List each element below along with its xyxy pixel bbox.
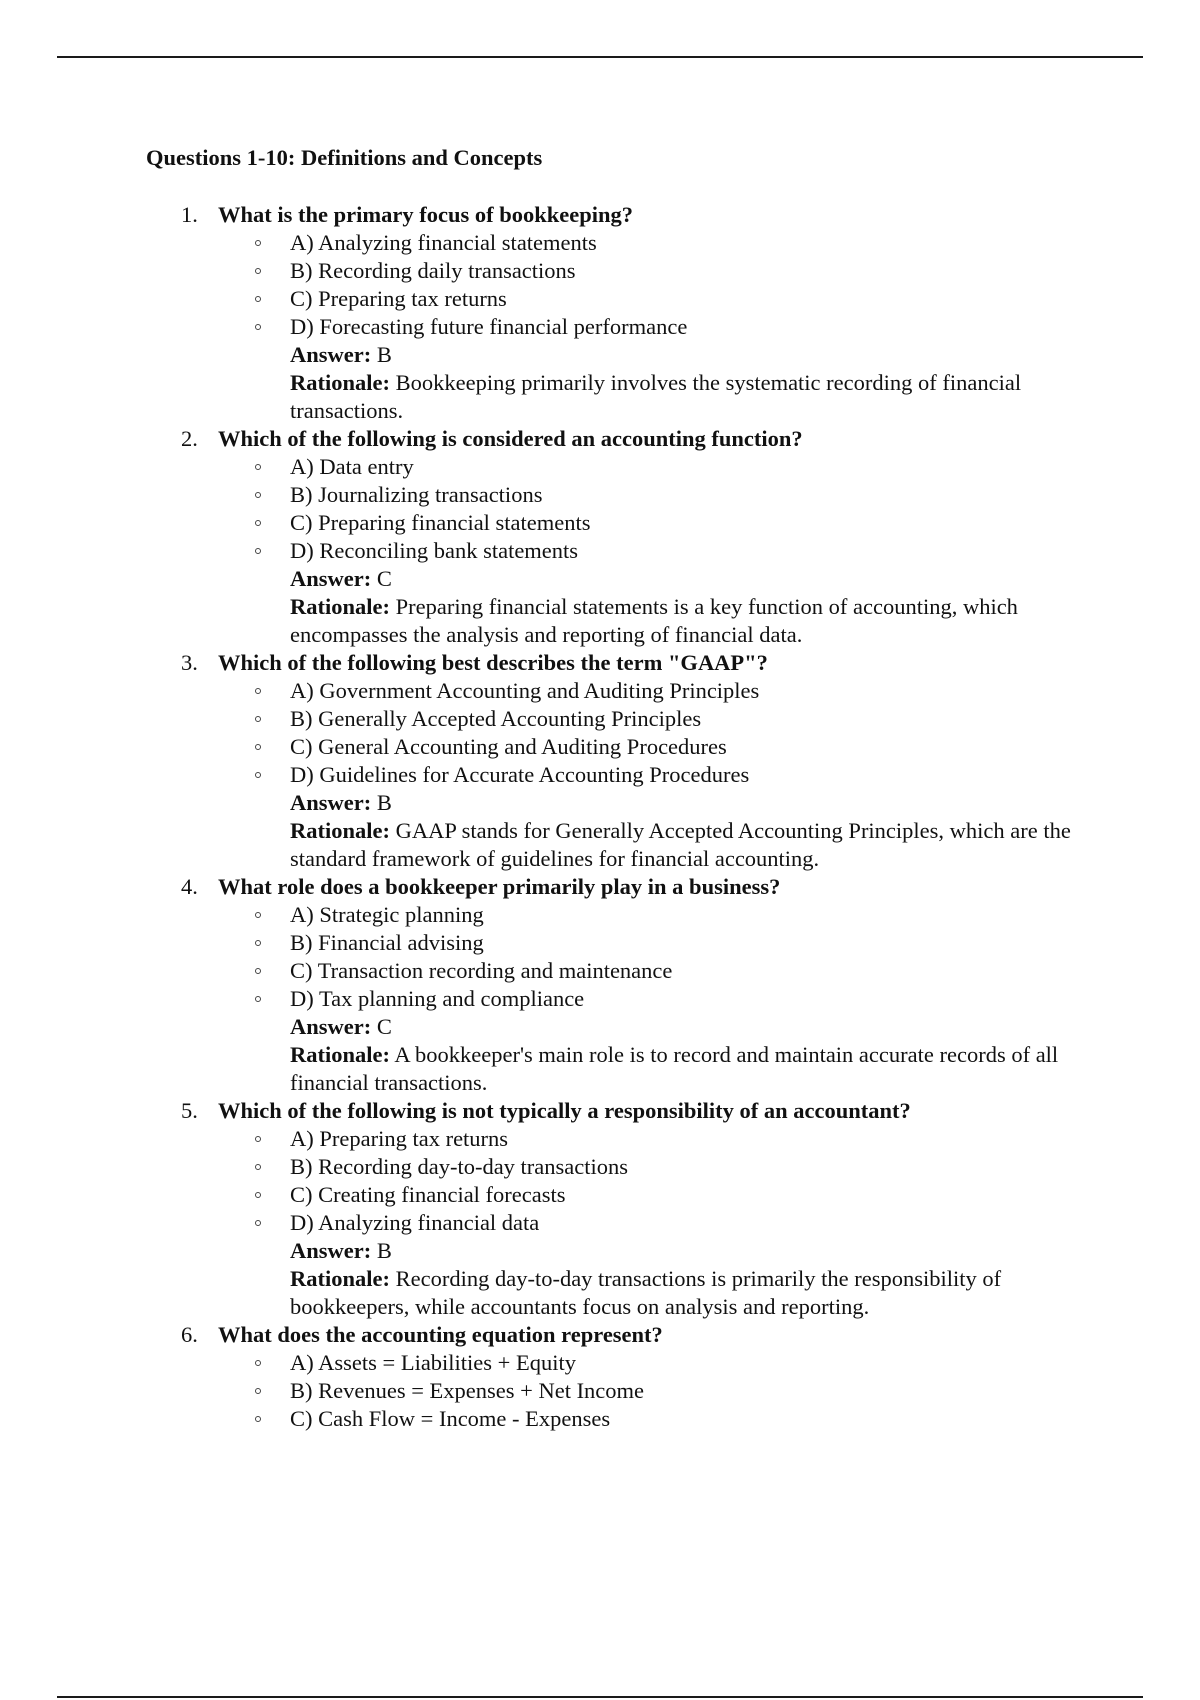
- option-text: A) Strategic planning: [290, 902, 484, 927]
- option-d: [0, 1209, 1200, 1237]
- option-list: [0, 453, 1200, 565]
- bottom-rule: [57, 1696, 1143, 1698]
- option-b: [0, 929, 1200, 957]
- hollow-bullet-icon: [255, 464, 261, 470]
- option-a: [0, 1349, 1200, 1377]
- question-text: What is the primary focus of bookkeeping?: [218, 202, 634, 227]
- hollow-bullet-icon: [255, 1388, 261, 1394]
- question-text: Which of the following best describes the term "GAAP"?: [218, 650, 768, 675]
- question-number: 3.: [181, 650, 198, 675]
- option-text: A) Data entry: [290, 454, 414, 479]
- option-text: B) Revenues = Expenses + Net Income: [290, 1378, 645, 1403]
- hollow-bullet-icon: [255, 1192, 261, 1198]
- answer-line: [290, 1237, 1090, 1265]
- option-d: [0, 537, 1200, 565]
- hollow-bullet-icon: [255, 1360, 261, 1366]
- option-c: [0, 957, 1200, 985]
- answer-line: [290, 789, 1090, 817]
- hollow-bullet-icon: [255, 716, 261, 722]
- question-text: Which of the following is not typically a responsibility of an accountant?: [218, 1098, 911, 1123]
- hollow-bullet-icon: [255, 968, 261, 974]
- rationale-label: Rationale:: [290, 1042, 390, 1067]
- question-6: [0, 1321, 1200, 1433]
- rationale-label: Rationale:: [290, 1266, 390, 1291]
- hollow-bullet-icon: [255, 296, 261, 302]
- answer-label: Answer:: [290, 1014, 372, 1039]
- rationale-text: Recording day-to-day transactions is primarily the responsibility of bookkeepers, while accountants focus on analysis and reporting.: [290, 1266, 1002, 1319]
- hollow-bullet-icon: [255, 1136, 261, 1142]
- hollow-bullet-icon: [255, 912, 261, 918]
- option-c: [0, 285, 1200, 313]
- option-text: A) Assets = Liabilities + Equity: [290, 1350, 576, 1375]
- question-5: [0, 1097, 1200, 1321]
- hollow-bullet-icon: [255, 1164, 261, 1170]
- question-text: What does the accounting equation represent?: [218, 1322, 663, 1347]
- question-number: 2.: [181, 426, 198, 451]
- answer-value: B: [376, 790, 392, 815]
- option-c: [0, 733, 1200, 761]
- hollow-bullet-icon: [255, 744, 261, 750]
- hollow-bullet-icon: [255, 1220, 261, 1226]
- option-text: D) Forecasting future financial performance: [290, 314, 688, 339]
- option-b: [0, 705, 1200, 733]
- option-text: C) General Accounting and Auditing Procedures: [290, 734, 727, 759]
- hollow-bullet-icon: [255, 772, 261, 778]
- answer-label: Answer:: [290, 1238, 372, 1263]
- rationale-label: Rationale:: [290, 594, 390, 619]
- top-rule: [57, 56, 1143, 58]
- question-3: [0, 649, 1200, 873]
- answer-label: Answer:: [290, 342, 372, 367]
- rationale-text: GAAP stands for Generally Accepted Accounting Principles, which are the standard framework of guidelines for financial accounting.: [290, 818, 1071, 871]
- option-text: D) Tax planning and compliance: [290, 986, 585, 1011]
- answer-value: C: [376, 566, 392, 591]
- answer-line: [290, 1013, 1090, 1041]
- option-text: C) Transaction recording and maintenance: [290, 958, 673, 983]
- answer-value: B: [376, 1238, 392, 1263]
- rationale-text: Bookkeeping primarily involves the systematic recording of financial transactions.: [290, 370, 1022, 423]
- rationale-label: Rationale:: [290, 818, 390, 843]
- option-text: C) Preparing tax returns: [290, 286, 507, 311]
- question-list: [0, 201, 1200, 1433]
- option-list: [0, 901, 1200, 1013]
- option-text: D) Guidelines for Accurate Accounting Procedures: [290, 762, 750, 787]
- option-a: [0, 677, 1200, 705]
- question-number: 5.: [181, 1098, 198, 1123]
- option-text: A) Preparing tax returns: [290, 1126, 509, 1151]
- hollow-bullet-icon: [255, 520, 261, 526]
- rationale-block: [290, 817, 1090, 873]
- option-b: [0, 1377, 1200, 1405]
- option-list: [0, 229, 1200, 341]
- option-text: D) Reconciling bank statements: [290, 538, 579, 563]
- option-text: C) Preparing financial statements: [290, 510, 591, 535]
- rationale-text: Preparing financial statements is a key function of accounting, which encompasses the analysis and reporting of financial data.: [290, 594, 1018, 647]
- question-number: 4.: [181, 874, 198, 899]
- option-list: [0, 1125, 1200, 1237]
- answer-value: C: [376, 1014, 392, 1039]
- option-a: [0, 229, 1200, 257]
- answer-line: [290, 341, 1090, 369]
- rationale-text: A bookkeeper's main role is to record and maintain accurate records of all financial transactions.: [290, 1042, 1059, 1095]
- question-text: What role does a bookkeeper primarily play in a business?: [218, 874, 781, 899]
- rationale-block: [290, 369, 1090, 425]
- option-list: [0, 677, 1200, 789]
- rationale-block: [290, 1265, 1090, 1321]
- hollow-bullet-icon: [255, 548, 261, 554]
- question-number: 1.: [181, 202, 198, 227]
- option-text: B) Journalizing transactions: [290, 482, 543, 507]
- section-title: Questions 1-10: Definitions and Concepts: [146, 145, 543, 170]
- answer-line: [290, 565, 1090, 593]
- question-number: 6.: [181, 1322, 198, 1347]
- option-a: [0, 453, 1200, 481]
- hollow-bullet-icon: [255, 940, 261, 946]
- option-text: B) Recording day-to-day transactions: [290, 1154, 629, 1179]
- answer-label: Answer:: [290, 790, 372, 815]
- option-text: B) Generally Accepted Accounting Principles: [290, 706, 702, 731]
- option-text: A) Analyzing financial statements: [290, 230, 597, 255]
- option-b: [0, 1153, 1200, 1181]
- rationale-block: [290, 593, 1090, 649]
- option-list: [0, 1349, 1200, 1433]
- hollow-bullet-icon: [255, 492, 261, 498]
- hollow-bullet-icon: [255, 688, 261, 694]
- option-c: [0, 509, 1200, 537]
- option-d: [0, 985, 1200, 1013]
- rationale-block: [290, 1041, 1090, 1097]
- answer-label: Answer:: [290, 566, 372, 591]
- hollow-bullet-icon: [255, 268, 261, 274]
- option-a: [0, 901, 1200, 929]
- answer-value: B: [376, 342, 392, 367]
- rationale-label: Rationale:: [290, 370, 390, 395]
- question-4: [0, 873, 1200, 1097]
- hollow-bullet-icon: [255, 1416, 261, 1422]
- question-2: [0, 425, 1200, 649]
- question-text: Which of the following is considered an accounting function?: [218, 426, 803, 451]
- option-text: C) Creating financial forecasts: [290, 1182, 566, 1207]
- option-text: A) Government Accounting and Auditing Principles: [290, 678, 760, 703]
- hollow-bullet-icon: [255, 324, 261, 330]
- option-c: [0, 1405, 1200, 1433]
- question-1: [0, 201, 1200, 425]
- option-a: [0, 1125, 1200, 1153]
- option-d: [0, 313, 1200, 341]
- option-d: [0, 761, 1200, 789]
- option-text: B) Financial advising: [290, 930, 484, 955]
- option-b: [0, 257, 1200, 285]
- option-b: [0, 481, 1200, 509]
- hollow-bullet-icon: [255, 996, 261, 1002]
- option-text: D) Analyzing financial data: [290, 1210, 540, 1235]
- option-c: [0, 1181, 1200, 1209]
- option-text: B) Recording daily transactions: [290, 258, 576, 283]
- hollow-bullet-icon: [255, 240, 261, 246]
- option-text: C) Cash Flow = Income - Expenses: [290, 1406, 611, 1431]
